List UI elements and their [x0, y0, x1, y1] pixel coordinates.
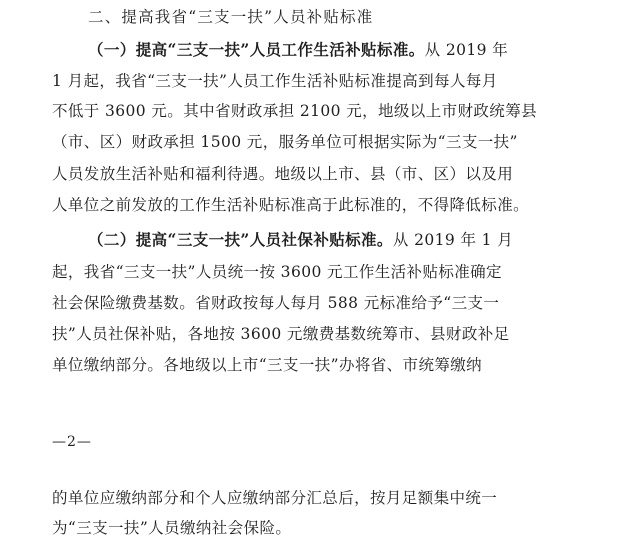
- para1-line2: 1 月起，我省“三支一扶”人员工作生活补贴标准提高到每人每月: [52, 72, 498, 90]
- para2-lead: （二）提高“三支一扶”人员社保补贴标准。: [88, 230, 393, 249]
- para1-line4: （市、区）财政承担 1500 元，服务单位可根据实际为“三支一扶”: [52, 133, 518, 151]
- para1-line6: 人单位之前发放的工作生活补贴标准高于此标准的，不得降低标准。: [52, 196, 530, 214]
- para1-line1-rest: 从 2019 年: [424, 41, 509, 59]
- next-page-line2: 为“三支一扶”人员缴纳社会保险。: [52, 519, 292, 537]
- page-number: —2—: [52, 434, 92, 450]
- para2-line1-rest: 从 2019 年 1 月: [392, 231, 514, 249]
- para1-line3: 不低于 3600 元。其中省财政承担 2100 元，地级以上市财政统筹县: [52, 102, 538, 120]
- para1-line5: 人员发放生活补贴和福利待遇。地级以上市、县（市、区）以及用: [52, 165, 514, 183]
- section-heading: 二、提高我省“三支一扶”人员补贴标准: [88, 8, 374, 26]
- para2-line1: [88, 230, 513, 250]
- para1-lead: （一）提高“三支一扶”人员工作生活补贴标准。: [88, 40, 425, 59]
- next-page-line1: 的单位应缴纳部分和个人应缴纳部分汇总后，按月足额集中统一: [52, 489, 498, 507]
- para1-line1: [88, 40, 508, 60]
- para2-line2: 起，我省“三支一扶”人员统一按 3600 元工作生活补贴标准确定: [52, 263, 502, 281]
- para2-line3: 社会保险缴费基数。省财政按每人每月 588 元标准给予“三支一: [52, 294, 500, 312]
- para2-line5: 单位缴纳部分。各地级以上市“三支一扶”办将省、市统筹缴纳: [52, 356, 483, 374]
- para2-line4: 扶”人员社保补贴，各地按 3600 元缴费基数统筹市、县财政补足: [52, 325, 510, 343]
